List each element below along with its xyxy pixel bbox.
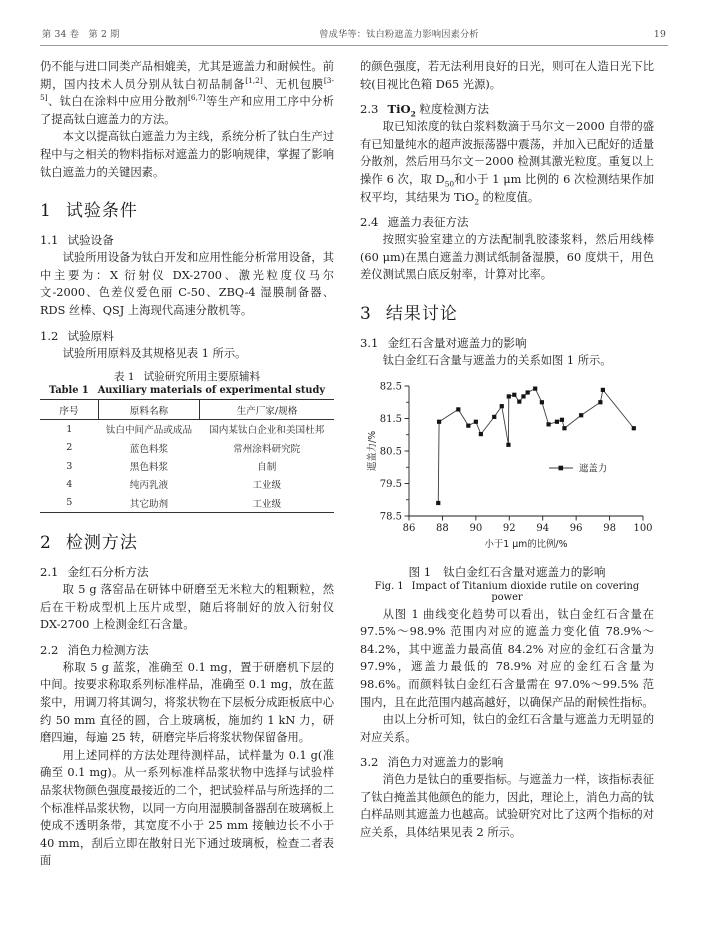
subsection-title-1-2: 试验原料 bbox=[67, 328, 114, 343]
data-point-marker bbox=[526, 390, 530, 394]
data-point-marker bbox=[560, 417, 564, 421]
y-tick-label: 81.5 bbox=[379, 413, 402, 425]
cell-manufacturer: 国内某钛白企业和美国杜邦 bbox=[209, 425, 325, 437]
paragraph-2-3: 取已知浓度的钛白浆料数滴于马尔文－2000 自带的盛有已知量纯水的超声波振荡器中震荡，并加入已配好的适量分散剂，然后用马尔文－2000 检测其激光粒度。重复以上操作 6 次，取 $D_{50}$和小于 1 μm 比例的 6 次检测结果作加权平均，其结果为 TiO$_2$ 的粒度值。 bbox=[360, 120, 654, 206]
section-heading-1 bbox=[40, 196, 334, 221]
subsection-number-3-1: 3.1 bbox=[360, 335, 379, 350]
figure-1-block bbox=[360, 376, 654, 603]
cell-material: 蓝色料浆 bbox=[129, 443, 169, 455]
table-row bbox=[40, 457, 334, 475]
cell-manufacturer: 自制 bbox=[257, 462, 277, 474]
x-tick-label: 100 bbox=[633, 522, 653, 534]
paragraph-continued: 仍不能与进口同类产品相媲美，尤其是遮盖力和耐候性。前期，国内技术人员分别从钛白初品制备[1,2]、无机包膜[3-5]、钛白在涂料中应用分散剂[6,7]等生产和应用工序中分析了提高钛白遮盖力的方法。 bbox=[40, 60, 334, 126]
subsection-number-2-2: 2.2 bbox=[40, 642, 59, 657]
figure-1-title-en: Impact of Titanium dioxide rutile on covering power bbox=[411, 580, 640, 603]
section-heading-3 bbox=[360, 299, 654, 324]
paragraph-intro-2: 本文以提高钛白遮盖力为主线，系统分析了钛白生产过程中与之相关的物料指标对遮盖力的影响规律，掌握了影响钛白遮盖力的关键因素。 bbox=[40, 130, 334, 179]
x-tick-label: 86 bbox=[402, 522, 416, 534]
data-point-marker bbox=[437, 419, 441, 423]
y-tick-label: 78.5 bbox=[379, 510, 402, 522]
subsection-heading-2-4 bbox=[360, 214, 654, 230]
section-number-2: 2 bbox=[40, 533, 52, 553]
cell-index: 3 bbox=[66, 460, 73, 472]
data-point-marker bbox=[562, 426, 566, 430]
subsection-title-2-3: 粒度检测方法 bbox=[415, 102, 489, 117]
table-row bbox=[40, 439, 334, 457]
figure-1-label-en: Fig. 1 bbox=[374, 580, 404, 592]
subsection-number-3-2: 3.2 bbox=[360, 755, 379, 770]
table-1-caption-en bbox=[40, 385, 334, 396]
section-number-1: 1 bbox=[40, 201, 52, 222]
subsection-heading-3-2 bbox=[360, 754, 654, 770]
cell-index: 2 bbox=[66, 442, 73, 454]
x-tick-label: 90 bbox=[469, 522, 483, 534]
data-point-marker bbox=[579, 413, 583, 417]
paragraph-after-figure-1: 从图 1 曲线变化趋势可以看出，钛白金红石含量在 97.5%～98.9% 范围内对应的遮盖力变化值 78.9%～84.2%，其中遮盖力最高值 84.2% 对应的金红石含量为 97.9%，遮盖力最低的 78.9% 对应的金红石含量为 98.6%。而颜料钛白金红石含量需在 97.0%～99.5% 范围内，且在此范围内越高越好，以确保产品的耐候性指标。 bbox=[360, 607, 654, 709]
cell-material: 纯丙乳液 bbox=[129, 480, 169, 492]
figure-1-caption-cn bbox=[360, 564, 654, 580]
tio2-subscript: 2 bbox=[474, 196, 480, 206]
data-point-marker bbox=[492, 414, 496, 418]
subsection-title-2-3-formula: TiO$_2$ bbox=[387, 102, 416, 119]
section-title-1: 试验条件 bbox=[65, 201, 138, 222]
y-tick-label: 79.5 bbox=[379, 478, 402, 490]
cell-manufacturer: 工业级 bbox=[199, 494, 334, 513]
cell-index: 1 bbox=[66, 423, 73, 435]
table-row bbox=[40, 494, 334, 513]
subsection-number-1-1: 1.1 bbox=[40, 233, 59, 248]
subsection-heading-2-3 bbox=[360, 101, 654, 117]
data-point-marker bbox=[512, 392, 516, 396]
paragraph-1-2: 试验所用原料及其规格见表 1 所示。 bbox=[62, 346, 247, 360]
subsection-title-3-1: 金红石含量对遮盖力的影响 bbox=[387, 335, 527, 350]
x-tick-label: 88 bbox=[436, 522, 449, 534]
running-title: 曾成华等：钛白粉遮盖力影响因素分析 bbox=[319, 29, 479, 40]
table-1-block bbox=[40, 369, 334, 513]
subsection-title-2-1: 金红石分析方法 bbox=[67, 565, 149, 579]
subsection-title-2-2: 消色力检测方法 bbox=[67, 642, 149, 657]
y-tick-label: 80.5 bbox=[379, 445, 402, 457]
table-1-body bbox=[40, 420, 334, 513]
figure-1-caption-en bbox=[360, 581, 654, 603]
data-point-marker bbox=[517, 399, 521, 403]
cell-material: 其它助剂 bbox=[99, 494, 200, 513]
subsection-number-2-3: 2.3 bbox=[360, 102, 379, 117]
subsection-heading-1-2 bbox=[40, 328, 334, 344]
table-header-manufacturer: 生产厂家/规格 bbox=[199, 400, 334, 420]
paragraph-after-figure-2: 由以上分析可知，钛白的金红石含量与遮盖力无明显的对应关系。 bbox=[360, 713, 654, 744]
cell-manufacturer: 常州涂料研究院 bbox=[233, 443, 301, 455]
table-row bbox=[40, 420, 334, 439]
table-1-caption-cn bbox=[40, 369, 334, 384]
data-point-marker bbox=[521, 394, 525, 398]
data-point-marker bbox=[500, 404, 504, 408]
subsection-number-1-2: 1.2 bbox=[40, 328, 59, 343]
page-number: 19 bbox=[653, 29, 666, 40]
subsection-heading-3-1 bbox=[360, 335, 654, 351]
table-1-label-cn: 表 1 bbox=[113, 371, 135, 384]
y-tick-label: 82.5 bbox=[379, 380, 402, 392]
x-tick-label: 96 bbox=[569, 522, 583, 534]
section-title-2: 检测方法 bbox=[65, 533, 138, 553]
paragraph-2-2-a: 称取 5 g 蓝浆，准确至 0.1 mg，置于研磨机下层的中间。按要求称取系列标准样品，准确至 0.1 mg，放在蓝浆中，用调刀将其调匀，将浆状物在下层板分成距板底中心约 50 mm 直径的圆，合上玻璃板，施加约 1 kN 力，研磨四遍，每遍 25 转，研磨完毕后将浆状物保留备用。 bbox=[40, 660, 334, 745]
subsection-number-2-1: 2.1 bbox=[40, 565, 59, 579]
data-point-marker bbox=[632, 426, 636, 430]
figure-1-chart bbox=[361, 376, 653, 561]
subsection-heading-2-1 bbox=[40, 564, 334, 580]
right-column bbox=[360, 58, 654, 870]
paragraph-2-1: 取 5 g 落窑品在研钵中研磨至无米粒大的粗颗粒，然后在干粉成型机上压片成型，随后将制好的放入衍射仪 DX-2700 上检测金红石含量。 bbox=[40, 583, 334, 632]
ref-1-2: [1,2] bbox=[245, 75, 263, 85]
cell-index: 4 bbox=[66, 478, 73, 490]
data-point-marker bbox=[506, 442, 510, 446]
table-1 bbox=[40, 399, 334, 513]
paragraph-2-2-b: 用上述同样的方法处理待测样品，试样量为 0.1 g(准确至 0.1 mg)。从一系列标准样品浆状物中选择与试验样品浆状物颜色强度最接近的二个，把试验样品与所选择的二个标准样品浆状物，以同一方向用湿膜制备器刮在玻璃板上使成不透明条带，其宽度不小于 25 mm 接触边长不小于 40 mm，刮后立即在散射日光下通过玻璃板，检查二者表面 bbox=[40, 748, 334, 868]
paragraph-2-4: 按照实验室建立的方法配制乳胶漆浆料，然后用线棒(60 μm)在黑白遮盖力测试纸制备湿膜，60 度烘干，用色差仪测试黑白底反射率，计算对比率。 bbox=[360, 233, 654, 282]
y-axis-label: 遮盖力/% bbox=[367, 430, 378, 471]
table-header-row bbox=[40, 400, 334, 420]
x-tick-label: 92 bbox=[502, 522, 516, 534]
cell-material: 黑色料浆 bbox=[129, 462, 169, 474]
legend-marker bbox=[559, 465, 564, 470]
legend-label: 遮盖力 bbox=[579, 463, 608, 475]
d50-subscript: 50 bbox=[444, 179, 455, 189]
section-heading-2 bbox=[40, 528, 334, 553]
cell-material: 钛白中间产品或成品 bbox=[105, 425, 193, 437]
table-1-title-en: Auxiliary materials of experimental study bbox=[97, 385, 326, 397]
x-tick-label: 94 bbox=[536, 522, 550, 534]
figure-1-title-cn: 钛白金红石含量对遮盖力的影响 bbox=[443, 564, 606, 579]
section-title-3: 结果讨论 bbox=[385, 303, 458, 324]
table-1-title-cn: 试验研究所用主要原辅料 bbox=[143, 371, 261, 384]
section-number-3: 3 bbox=[360, 303, 372, 324]
subsection-title-2-4: 遮盖力表征方法 bbox=[387, 215, 469, 230]
subsection-title-3-2: 消色力对遮盖力的影响 bbox=[387, 755, 504, 770]
data-point-marker bbox=[598, 400, 602, 404]
cell-index: 5 bbox=[40, 494, 99, 513]
volume-issue: 第 34 卷 第 2 期 bbox=[42, 29, 120, 40]
data-point-marker bbox=[436, 500, 440, 504]
paragraph-1-1: 试验所用设备为钛白开发和应用性能分析常用设备，其中主要为：X 衍射仪 DX-2700、激光粒度仪马尔文-2000、色差仪爱色丽 C-50、ZBQ-4 湿膜制备器、RDS 丝棒、QSJ 上海现代高速分散机等。 bbox=[40, 251, 334, 317]
data-point-marker bbox=[474, 419, 478, 423]
two-column-body bbox=[40, 58, 668, 870]
subsection-number-2-4: 2.4 bbox=[360, 215, 379, 230]
paragraph-3-1: 钛白金红石含量与遮盖力的关系如图 1 所示。 bbox=[382, 353, 612, 367]
table-row bbox=[40, 475, 334, 493]
data-point-marker bbox=[456, 407, 460, 411]
subsection-heading-1-1 bbox=[40, 232, 334, 248]
data-point-marker bbox=[546, 422, 550, 426]
subsection-heading-2-2 bbox=[40, 642, 334, 658]
left-column bbox=[40, 58, 334, 870]
x-tick-label: 98 bbox=[603, 522, 616, 534]
data-point-marker bbox=[533, 386, 537, 390]
ref-3-5: [3-5] bbox=[40, 75, 334, 103]
table-header-material: 原料名称 bbox=[99, 400, 200, 420]
header-divider bbox=[40, 45, 668, 46]
subsection-title-1-1: 试验设备 bbox=[67, 233, 114, 248]
data-point-marker bbox=[601, 387, 605, 391]
data-point-marker bbox=[540, 400, 544, 404]
cell-manufacturer: 工业级 bbox=[252, 480, 282, 492]
paragraph-carryover: 的颜色强度，若无法利用良好的日光，则可在人造日光下比较(目视比色箱 D65 光源)。 bbox=[360, 60, 654, 91]
running-head bbox=[40, 26, 668, 45]
x-axis-label: 小于1 μm的比例/% bbox=[484, 538, 568, 550]
paragraph-3-2: 消色力是钛白的重要指标。与遮盖力一样，该指标表征了钛白掩盖其他颜色的能力，因此，理论上，消色力高的钛白样品则其遮盖力也越高。试验研究对比了这两个指标的对应关系，具体结果见表 2 所示。 bbox=[360, 773, 654, 840]
data-point-marker bbox=[507, 394, 511, 398]
series-line bbox=[438, 388, 634, 502]
data-point-marker bbox=[555, 419, 559, 423]
table-1-label-en: Table 1 bbox=[48, 385, 89, 397]
table-header-index: 序号 bbox=[40, 400, 99, 420]
data-point-marker bbox=[479, 432, 483, 436]
ref-6-7: [6,7] bbox=[188, 93, 206, 103]
figure-1-label-cn: 图 1 bbox=[408, 564, 432, 579]
data-point-marker bbox=[466, 423, 470, 427]
